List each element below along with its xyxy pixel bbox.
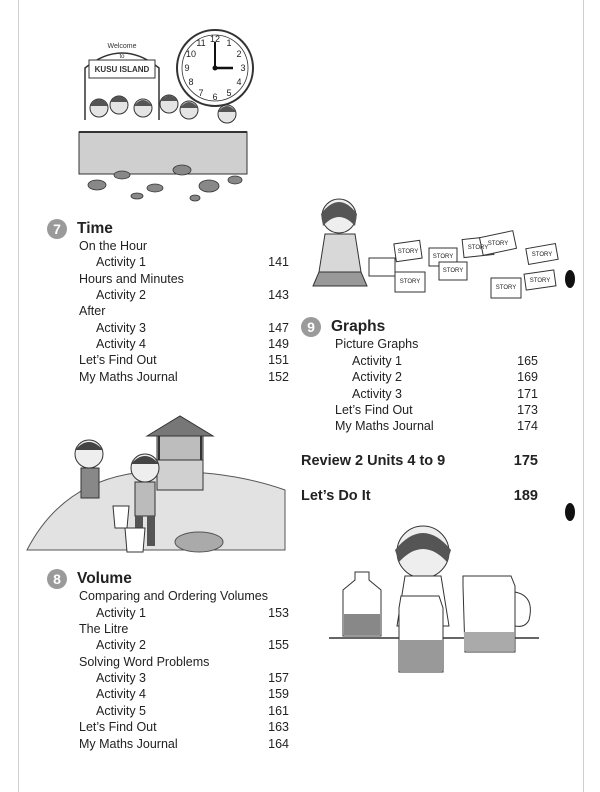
well-illustration [23, 410, 289, 568]
toc-label: Picture Graphs [335, 337, 419, 351]
toc-page: 141 [268, 255, 289, 269]
toc-entry[interactable] [96, 254, 289, 270]
toc-page: 149 [268, 337, 289, 351]
toc-label: Let’s Do It [301, 488, 371, 504]
toc-label: The Litre [79, 622, 129, 636]
card-label: STORY [531, 252, 553, 258]
toc-label: Activity 5 [96, 704, 147, 718]
toc-entry[interactable] [79, 238, 289, 254]
svg-text:2: 2 [236, 49, 242, 59]
toc-label: Activity 2 [96, 638, 147, 652]
toc-page: 189 [513, 488, 538, 504]
svg-text:9: 9 [184, 63, 190, 73]
toc-entry[interactable] [335, 402, 538, 418]
unit-9-heading [301, 317, 385, 337]
toc-entry[interactable] [96, 703, 289, 719]
unit-7-heading [47, 219, 113, 239]
svg-text:7: 7 [198, 88, 204, 98]
card-label: STORY [432, 254, 454, 260]
toc-entry[interactable] [335, 418, 538, 434]
toc-label: Let’s Find Out [79, 353, 157, 367]
toc-lets-do-it-entry[interactable] [301, 487, 538, 505]
toc-page: 171 [517, 387, 538, 401]
toc-label: Activity 3 [96, 321, 147, 335]
toc-label: My Maths Journal [335, 419, 434, 433]
binder-hole [565, 503, 575, 521]
toc-page: 143 [268, 288, 289, 302]
story-cards-illustration [299, 186, 561, 308]
toc-entry[interactable] [352, 369, 538, 385]
toc-page: 163 [268, 720, 289, 734]
svg-text:4: 4 [236, 77, 242, 87]
toc-label: My Maths Journal [79, 737, 178, 751]
toc-label: My Maths Journal [79, 370, 178, 384]
toc-label: Activity 2 [352, 370, 403, 384]
toc-page: 153 [268, 606, 289, 620]
unit-8-heading [47, 569, 132, 589]
toc-page: 174 [517, 419, 538, 433]
svg-text:3: 3 [240, 63, 246, 73]
toc-page: 151 [268, 353, 289, 367]
toc-entry[interactable] [96, 686, 289, 702]
toc-page: 147 [268, 321, 289, 335]
toc-entry[interactable] [352, 353, 538, 369]
card-label: STORY [495, 285, 517, 291]
card-label: STORY [399, 279, 421, 285]
unit-number-badge: 8 [47, 569, 67, 589]
svg-text:5: 5 [226, 88, 232, 98]
toc-page: 175 [513, 453, 538, 469]
toc-entry[interactable] [79, 588, 289, 604]
book-page [18, 0, 584, 792]
toc-entry[interactable] [79, 303, 289, 319]
toc-entry[interactable] [79, 736, 289, 752]
toc-page: 164 [268, 737, 289, 751]
toc-label: Review 2 Units 4 to 9 [301, 453, 446, 469]
toc-entry[interactable] [79, 621, 289, 637]
card-label: STORY [467, 245, 489, 251]
toc-label: Activity 4 [96, 687, 147, 701]
svg-text:1: 1 [226, 38, 232, 48]
toc-label: Activity 1 [352, 354, 403, 368]
unit-number-badge: 9 [301, 317, 321, 337]
card-label: STORY [487, 241, 509, 247]
toc-page: 161 [268, 704, 289, 718]
unit-number-badge: 7 [47, 219, 67, 239]
toc-label: Let’s Find Out [79, 720, 157, 734]
toc-label: Activity 2 [96, 288, 147, 302]
toc-label: Let’s Find Out [335, 403, 413, 417]
toc-label: Activity 1 [96, 255, 147, 269]
toc-label: On the Hour [79, 239, 148, 253]
toc-label: Hours and Minutes [79, 272, 184, 286]
toc-entry[interactable] [79, 352, 289, 368]
card-label: STORY [442, 268, 464, 274]
toc-page: 173 [517, 403, 538, 417]
svg-text:8: 8 [188, 77, 194, 87]
card-label: STORY [529, 278, 551, 284]
kusu-island-illustration [77, 28, 277, 208]
toc-label: Activity 3 [96, 671, 147, 685]
toc-label: Activity 3 [352, 387, 403, 401]
svg-text:11: 11 [196, 38, 206, 48]
sign-text-to: to [119, 54, 125, 60]
svg-text:6: 6 [212, 92, 218, 102]
toc-label: Activity 1 [96, 606, 147, 620]
toc-review-entry[interactable] [301, 452, 538, 470]
toc-entry[interactable] [96, 336, 289, 352]
toc-entry[interactable] [79, 271, 289, 287]
toc-entry[interactable] [335, 336, 538, 352]
sign-text-kusu-island: KUSU ISLAND [94, 65, 150, 74]
toc-page: 165 [517, 354, 538, 368]
sign-text-welcome: Welcome [107, 43, 137, 50]
toc-page: 152 [268, 370, 289, 384]
toc-entry[interactable] [96, 605, 289, 621]
toc-entry[interactable] [96, 670, 289, 686]
unit-title: Time [77, 220, 113, 237]
toc-entry[interactable] [352, 386, 538, 402]
svg-text:12: 12 [209, 34, 221, 44]
toc-label: After [79, 304, 106, 318]
toc-entry[interactable] [96, 637, 289, 653]
unit-title: Volume [77, 570, 132, 587]
toc-page: 155 [268, 638, 289, 652]
toc-label: Activity 4 [96, 337, 147, 351]
toc-label: Solving Word Problems [79, 655, 210, 669]
jugs-illustration [325, 516, 545, 684]
toc-entry[interactable] [79, 369, 289, 385]
toc-page: 169 [517, 370, 538, 384]
toc-entry[interactable] [96, 320, 289, 336]
toc-entry[interactable] [79, 654, 289, 670]
toc-entry[interactable] [79, 719, 289, 735]
card-label: STORY [397, 249, 419, 255]
unit-title: Graphs [331, 318, 386, 335]
toc-entry[interactable] [96, 287, 289, 303]
toc-label: Comparing and Ordering Volumes [79, 589, 268, 603]
svg-text:10: 10 [185, 49, 197, 59]
toc-page: 157 [268, 671, 289, 685]
binder-hole [565, 270, 575, 288]
toc-page: 159 [268, 687, 289, 701]
